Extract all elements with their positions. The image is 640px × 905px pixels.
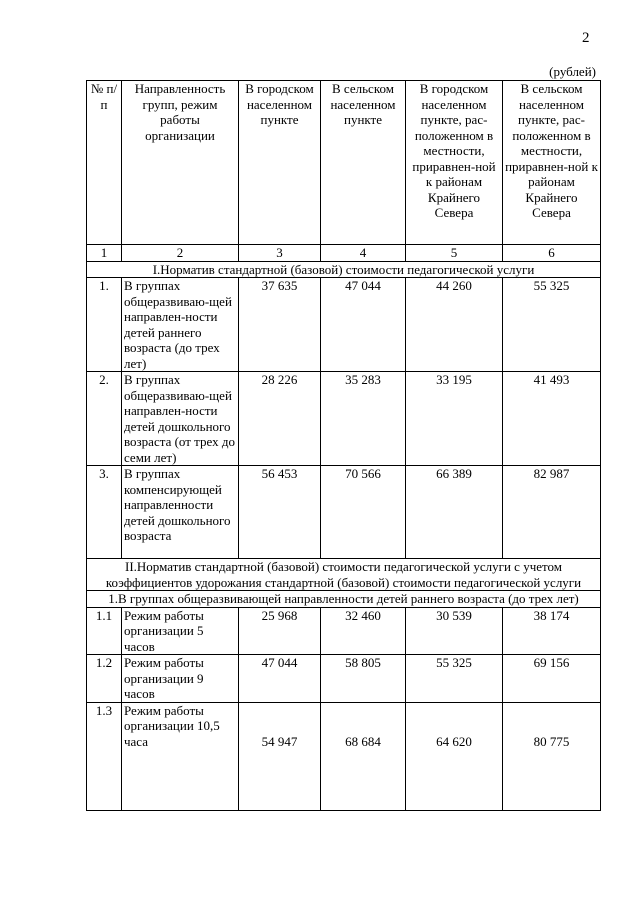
value-rural: 68 684 [321,702,406,810]
row-description: Режим работы организации 5 часов [122,607,239,655]
value-rural-north: 82 987 [503,466,601,559]
cost-norm-table [86,80,601,811]
value-rural: 32 460 [321,607,406,655]
section-heading-row [87,261,601,278]
value-urban-north: 64 620 [406,702,503,810]
value-rural: 47 044 [321,278,406,372]
column-number: 5 [406,245,503,262]
value-urban: 56 453 [239,466,321,559]
value-urban-north: 30 539 [406,607,503,655]
table-row [87,702,601,810]
value-urban-north: 33 195 [406,372,503,466]
column-number-row [87,245,601,262]
units-label: (рублей) [549,64,596,79]
table-row [87,655,601,703]
value-urban-north: 66 389 [406,466,503,559]
value-rural-north: 80 775 [503,702,601,810]
row-number: 1.3 [87,702,122,810]
header-col-urban: В городском населенном пункте [239,81,321,245]
value-rural: 35 283 [321,372,406,466]
column-number: 3 [239,245,321,262]
row-number: 2. [87,372,122,466]
value-urban: 47 044 [239,655,321,703]
value-urban: 25 968 [239,607,321,655]
value-urban: 37 635 [239,278,321,372]
row-number: 1.2 [87,655,122,703]
column-number: 4 [321,245,406,262]
table-row [87,466,601,559]
row-number: 3. [87,466,122,559]
subsection-heading-row [87,591,601,608]
row-number: 1.1 [87,607,122,655]
section1-title: I.Норматив стандартной (базовой) стоимости педагогической услуги [87,261,601,278]
section-heading-row [87,559,601,591]
value-urban-north: 55 325 [406,655,503,703]
row-description: В группах компенсирующей направленности детей дошкольного возраста [122,466,239,559]
subsection1-title: 1.В группах общеразвивающей направленности детей раннего возраста (до трех лет) [87,591,601,608]
row-description: Режим работы организации 10,5 часа [122,702,239,810]
table-row [87,372,601,466]
table-header-row [87,81,601,245]
row-description: В группах общеразвиваю-щей направлен-ности детей раннего возраста (до трех лет) [122,278,239,372]
header-col-number: № п/п [87,81,122,245]
value-rural-north: 55 325 [503,278,601,372]
column-number: 2 [122,245,239,262]
value-rural: 70 566 [321,466,406,559]
row-description: В группах общеразвиваю-щей направлен-ности детей дошкольного возраста (от трех до семи лет) [122,372,239,466]
value-rural-north: 38 174 [503,607,601,655]
header-col-urban-north: В городском населенном пункте, рас-положенном в местности, приравнен-ной к районам Крайнего Севера [406,81,503,245]
row-description: Режим работы организации 9 часов [122,655,239,703]
page-number: 2 [582,30,590,46]
value-rural-north: 69 156 [503,655,601,703]
section2-title: II.Норматив стандартной (базовой) стоимости педагогической услуги с учетом коэффициентов удорожания стандартной (базовой) стоимости педагогической услуги [87,559,601,591]
header-col-rural: В сельском населенном пункте [321,81,406,245]
table-row [87,278,601,372]
header-col-rural-north: В сельском населенном пункте, рас-положенном в местности, приравнен-ной к районам Крайнего Севера [503,81,601,245]
column-number: 1 [87,245,122,262]
value-rural-north: 41 493 [503,372,601,466]
value-urban: 54 947 [239,702,321,810]
value-urban: 28 226 [239,372,321,466]
value-rural: 58 805 [321,655,406,703]
row-number: 1. [87,278,122,372]
table-row [87,607,601,655]
column-number: 6 [503,245,601,262]
value-urban-north: 44 260 [406,278,503,372]
header-col-direction: Направленность групп, режим работы организации [122,81,239,245]
